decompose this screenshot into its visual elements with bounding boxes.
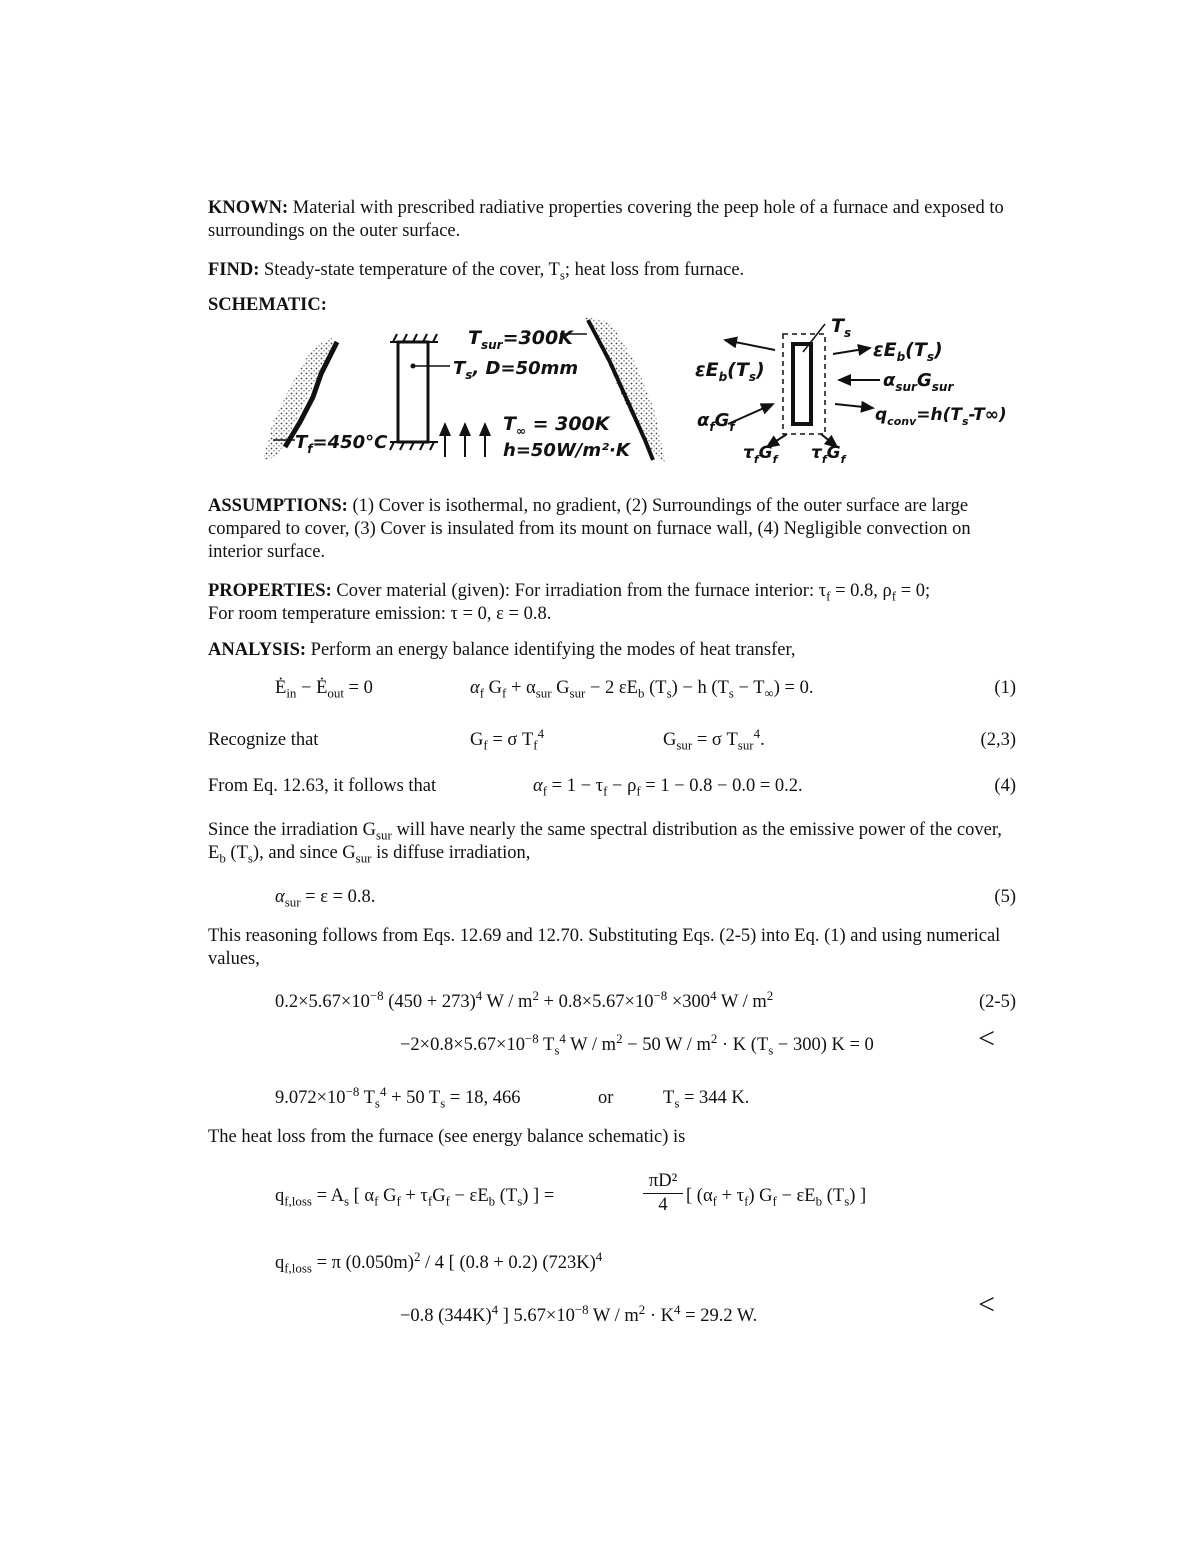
eq1-rhs: $\alpha_f$ $G_f + \alpha_{sur}$ $G_{sur} - 2$ $\varepsilon E_b$ $(T_s) - h$ $(T_s - T_\infty) = 0$. <box>470 678 814 701</box>
assumptions-label: ASSUMPTIONS: <box>208 496 348 516</box>
properties-end: = 0; <box>896 581 931 601</box>
asur-label: $\alpha_{sur}G_{sur}$ <box>883 370 954 394</box>
ts-right-label: $T_s$ <box>831 315 852 340</box>
control-surface <box>783 334 825 434</box>
qloss-eq3: −0.8 $(344K)^4$ ] $5.67\times 10^{-8}$ $W / m^2 \cdot K^4 = 29.2$ W. <box>400 1301 758 1326</box>
ts-d-label: $T_s$, D=50mm <box>453 358 579 382</box>
tf-g-label-1: $\tau_fG_f$ <box>743 443 778 466</box>
known-label: KNOWN: <box>208 198 289 218</box>
known-text: Material with prescribed radiative properties covering the peep hole of a furnace and exposed to surroundings on the outer surface. <box>208 198 1004 241</box>
eeb-left-label: $\varepsilon E_b(T_s)$ <box>695 359 765 384</box>
t-inf-label: $T_\infty = 300K$ <box>503 413 610 438</box>
result-mark-1: < <box>978 1022 995 1055</box>
qconv-label: $q_{conv}=h(T_s-T\infty)$ <box>875 405 1007 428</box>
qloss-eq1-right: [ $(\alpha_f + \tau_f) G_f - \varepsilon E_b$ $(T_s)$ ] <box>686 1186 867 1209</box>
t-sur-label: $T_{sur}=300K$ <box>468 327 573 352</box>
eq5: $\alpha_{sur} = \varepsilon = 0.8$. <box>275 887 376 910</box>
properties-sub: f <box>891 588 897 604</box>
eq25-number: (2-5) <box>979 992 1016 1012</box>
schematic-diagram <box>255 312 1007 472</box>
af-label: $\alpha_fG_f$ <box>697 410 735 434</box>
find-sub: s <box>559 267 565 283</box>
find-section <box>208 259 1008 282</box>
assumptions-text: (1) Cover is isothermal, no gradient, (2) Surroundings of the outer surface are large compared to cover, (3) Cover is insulated from its mount on furnace wall, (4) Negligible convection on interior surface. <box>208 496 971 562</box>
result-or: or <box>598 1088 614 1108</box>
eq23-label: Recognize that <box>208 730 319 750</box>
find-text-end: ; heat loss from furnace. <box>564 260 745 280</box>
result-ts: $T_s = 344$ K. <box>663 1088 750 1111</box>
eq5-number: (5) <box>994 887 1016 907</box>
eq4-label: From Eq. 12.63, it follows that <box>208 776 437 796</box>
analysis-label: ANALYSIS: <box>208 640 307 660</box>
tf-g-label-2: $\tau_fG_f$ <box>811 443 846 466</box>
heatloss-paragraph: The heat loss from the furnace (see energy balance schematic) is <box>208 1127 686 1147</box>
since-paragraph: Since the irradiation $G_{sur}$ will have nearly the same spectral distribution as the emissive power of the cover, $E_b$ $(T_s)$, and since $G_{sur}$ is diffuse irradiation, <box>208 820 1002 866</box>
properties-label: PROPERTIES: <box>208 581 332 601</box>
properties-mid: = 0.8, ρ <box>830 581 892 601</box>
energy-arrows <box>725 340 880 447</box>
eq23-number: (2,3) <box>980 730 1016 750</box>
analysis-section <box>208 639 1008 662</box>
cover-right <box>793 344 811 424</box>
schematic-label: SCHEMATIC: <box>208 295 327 315</box>
eq1-lhs: $Ė_{in}$ − $Ė_{out} = 0$ <box>275 678 373 701</box>
qloss-eq2: $q_{f,loss} = \pi$ $(0.050m)^2 / 4$ [ (0.8 + 0.2) $(723K)^4$ <box>275 1248 603 1276</box>
eq4: $\alpha_f = 1 - \tau_f - \rho_f = 1 - 0.8 - 0.0 = 0.2$. <box>533 776 803 799</box>
reasoning-paragraph: This reasoning follows from Eqs. 12.69 and 12.70. Substituting Eqs. (2-5) into Eq. (1) and using numerical values, <box>208 926 1001 969</box>
analysis-text: Perform an energy balance identifying the modes of heat transfer, <box>310 640 796 660</box>
eq1-number: (1) <box>994 678 1016 698</box>
properties-line2: For room temperature emission: τ = 0, ε = 0.8. <box>208 604 552 624</box>
eq25-line2: $-2\times 0.8\times 5.67\times 10^{-8}$ $T_s^4$ $W / m^2 - 50$ $W / m^2 \cdot K$ $(T_s - 300) K = 0$ <box>400 1030 874 1058</box>
tf-label: $T_f=450^\circ C$ <box>295 432 388 456</box>
eq3: $G_{sur} = \sigma$ $T_{sur}^4$. <box>663 725 765 753</box>
qloss-fraction: πD² 4 <box>643 1170 683 1217</box>
h-label: h=50W/m²·K <box>503 440 630 461</box>
assumptions-section <box>208 495 1008 564</box>
result-mark-2: < <box>978 1288 995 1321</box>
eeb-right-label: $\varepsilon E_b(T_s)$ <box>873 339 943 364</box>
properties-sub: f <box>826 588 831 604</box>
qloss-eq1-left: $q_{f,loss} = A_s$ [ $\alpha_f$ $G_f + \tau_fG_f - \varepsilon E_b$ $(T_s)$ ] = <box>275 1186 555 1209</box>
properties-line1: Cover material (given): For irradiation from the furnace interior: τ <box>336 581 827 601</box>
eq2: $G_f = \sigma$ $T_f^4$ <box>470 725 545 753</box>
known-section <box>208 197 1008 243</box>
properties-section <box>208 580 1008 626</box>
eq25-line1: $0.2\times 5.67\times 10^{-8}$ $(450 + 273)^4$ $W / m^2 + 0.8\times 5.67\times 10^{-8} \times 300^4$ W / $m^2$ <box>275 987 774 1012</box>
find-text: Steady-state temperature of the cover, T <box>264 260 560 280</box>
convection-arrows <box>445 424 485 457</box>
result-equation: $9.072\times 10^{-8}$ $T_s^4 + 50$ $T_s = 18$, 466 <box>275 1083 521 1111</box>
find-label: FIND: <box>208 260 260 280</box>
eq4-number: (4) <box>994 776 1016 796</box>
cover-plate <box>398 342 428 442</box>
